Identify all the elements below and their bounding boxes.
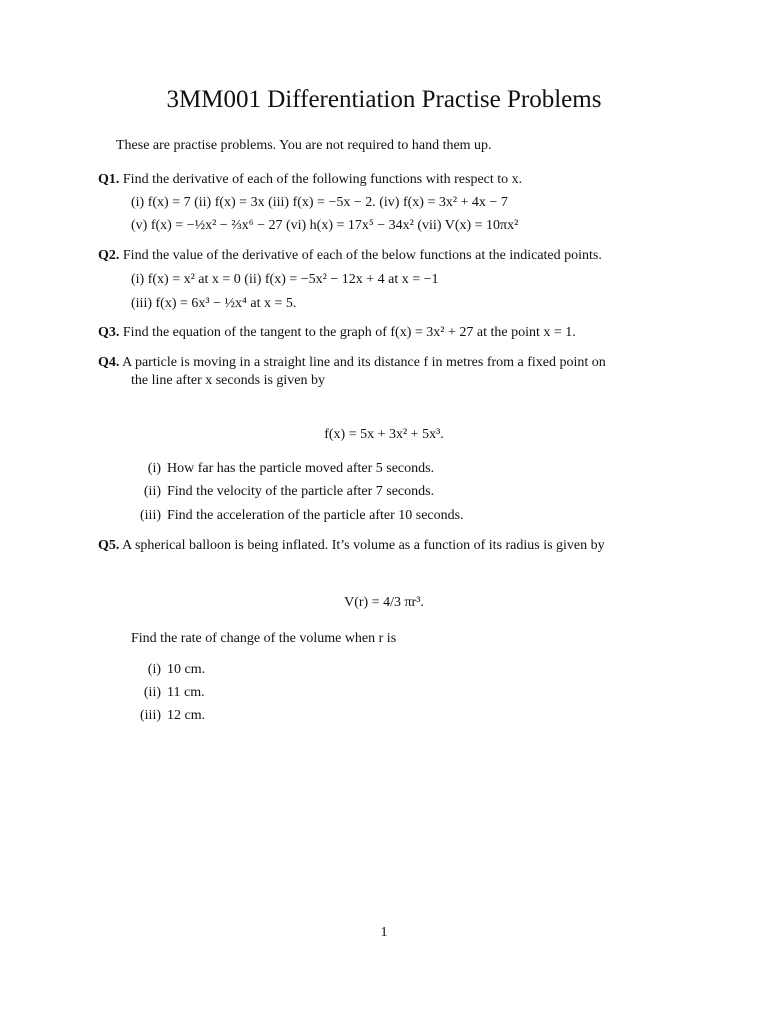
q5-label: Q5.: [98, 538, 120, 553]
q5-part-ii-text: 11 cm.: [167, 685, 205, 700]
q5-part-iii-number: (iii): [140, 708, 161, 723]
q4-part-i: [131, 460, 434, 478]
q4-text-line-1: A particle is moving in a straight line and its distance f in metres from a fixed point on: [122, 355, 606, 370]
q1-row-2: (v) f(x) = −½x² − ⅔x⁶ − 27 (vi) h(x) = 17x⁵ − 34x² (vii) V(x) = 10πx²: [131, 218, 519, 233]
q1-text: Find the derivative of each of the following functions with respect to x.: [122, 172, 523, 187]
q4-part-ii-text: Find the velocity of the particle after 7 seconds.: [167, 484, 435, 499]
q4-text-line-2: the line after x seconds is given by: [131, 373, 326, 388]
q5-followup: Find the rate of change of the volume when r is: [131, 631, 397, 646]
question-2: [98, 247, 602, 265]
q4-part-ii: [131, 483, 434, 501]
q4-part-iii: [131, 507, 464, 525]
q4-part-iii-text: Find the acceleration of the particle after 10 seconds.: [167, 508, 464, 523]
q4-part-i-number: (i): [147, 461, 161, 476]
q5-part-i: [131, 661, 205, 679]
question-1: [98, 171, 522, 189]
q2-label: Q2.: [98, 248, 120, 263]
q1-label: Q1.: [98, 172, 120, 187]
q5-part-ii: [131, 684, 205, 702]
page-number: 1: [380, 925, 388, 940]
q4-label: Q4.: [98, 355, 120, 370]
q3-label: Q3.: [98, 325, 120, 340]
question-4: [98, 354, 606, 372]
q5-part-ii-number: (ii): [143, 685, 161, 700]
page-title: 3MM001 Differentiation Practise Problems: [166, 86, 602, 113]
q5-equation: V(r) = 4/3 πr³.: [344, 595, 424, 610]
q4-equation: f(x) = 5x + 3x² + 5x³.: [324, 427, 444, 442]
q2-row-2: (iii) f(x) = 6x³ − ½x⁴ at x = 5.: [131, 296, 297, 311]
q2-text: Find the value of the derivative of each of the below functions at the indicated points.: [122, 248, 602, 263]
q4-part-i-text: How far has the particle moved after 5 seconds.: [167, 461, 435, 476]
intro-text: These are practise problems. You are not required to hand them up.: [116, 138, 492, 153]
question-3: [98, 324, 576, 342]
q5-part-iii-text: 12 cm.: [167, 708, 206, 723]
q4-part-ii-number: (ii): [143, 484, 161, 499]
question-5: [98, 537, 605, 555]
q4-part-iii-number: (iii): [140, 508, 161, 523]
q2-row-1: (i) f(x) = x² at x = 0 (ii) f(x) = −5x² − 12x + 4 at x = −1: [131, 272, 439, 287]
q1-row-1: (i) f(x) = 7 (ii) f(x) = 3x (iii) f(x) = −5x − 2. (iv) f(x) = 3x² + 4x − 7: [131, 195, 508, 210]
q5-part-iii: [131, 707, 205, 725]
q5-part-i-number: (i): [147, 662, 161, 677]
q5-text: A spherical balloon is being inflated. It’s volume as a function of its radius is given by: [122, 538, 605, 553]
q5-part-i-text: 10 cm.: [167, 662, 206, 677]
q3-text: Find the equation of the tangent to the graph of f(x) = 3x² + 27 at the point x = 1.: [122, 325, 576, 340]
